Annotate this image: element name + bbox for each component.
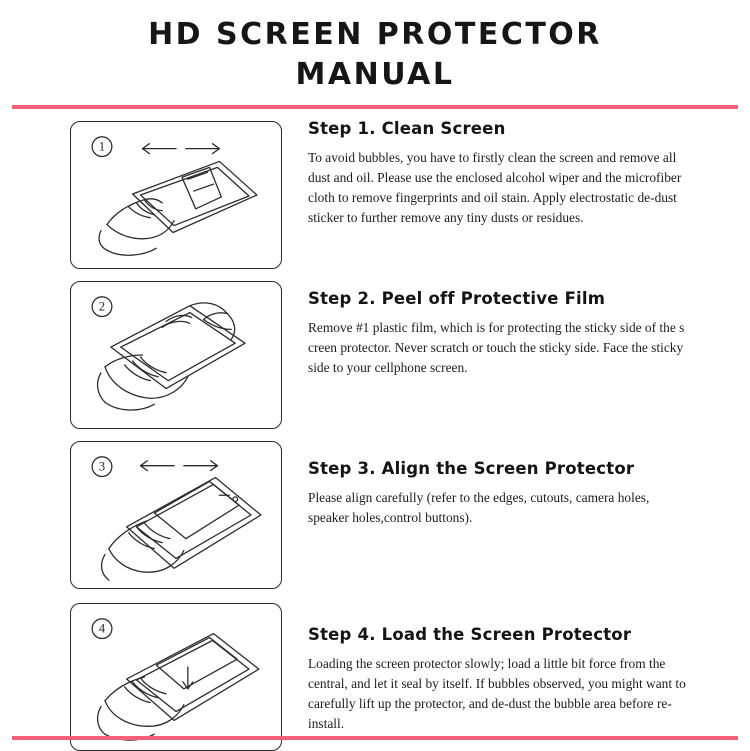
step-2-figure <box>70 281 282 429</box>
step-4-heading: Step 4. Load the Screen Protector <box>308 625 632 644</box>
step-4-text <box>282 595 736 734</box>
step-2-body: Remove #1 plastic film, which is for protecting the sticky side of the s creen protector. Never scratch or touch the sticky side. Face the sticky side to your cellphone screen. <box>308 320 685 376</box>
svg-text:2: 2 <box>98 299 106 314</box>
step-item <box>14 119 736 269</box>
step-item <box>14 595 736 751</box>
svg-text:1: 1 <box>98 139 106 154</box>
step-3-body: Please align carefully (refer to the edges, cutouts, camera holes, speaker holes,control buttons). <box>308 490 650 526</box>
step-1-text <box>282 119 736 228</box>
steps-list <box>0 109 750 751</box>
header <box>0 0 750 93</box>
step-item <box>14 435 736 589</box>
step-2-heading: Step 2. Peel off Protective Film <box>308 289 606 308</box>
step-3-figure <box>70 441 282 589</box>
page-title-line-1: HD SCREEN PROTECTOR <box>148 17 602 52</box>
step-4-body: Loading the screen protector slowly; load a little bit force from the central, and let it seal by itself. If bubbles observed, you might want to carefully lift up the protector, and de-dust the bubble area before re-install. <box>308 656 686 732</box>
page-title-line-2: MANUAL <box>295 56 455 92</box>
step-item <box>14 275 736 429</box>
step-3-heading: Step 3. Align the Screen Protector <box>308 459 635 478</box>
step-1-heading: Step 1. Clean Screen <box>308 119 506 138</box>
step-1-body: To avoid bubbles, you have to firstly clean the screen and remove all dust and oil. Please use the enclosed alcohol wiper and the microfiber cloth to remove fingerprints and oil stain. Apply electrostatic de-dust sticker to further remove any tiny dusts or residues. <box>308 150 682 226</box>
step-4-figure <box>70 603 282 751</box>
step-1-figure <box>70 121 282 269</box>
step-2-text <box>282 275 736 378</box>
footer-divider <box>12 736 738 740</box>
svg-text:3: 3 <box>98 459 106 474</box>
svg-text:4: 4 <box>98 621 106 636</box>
step-3-text <box>282 435 736 528</box>
